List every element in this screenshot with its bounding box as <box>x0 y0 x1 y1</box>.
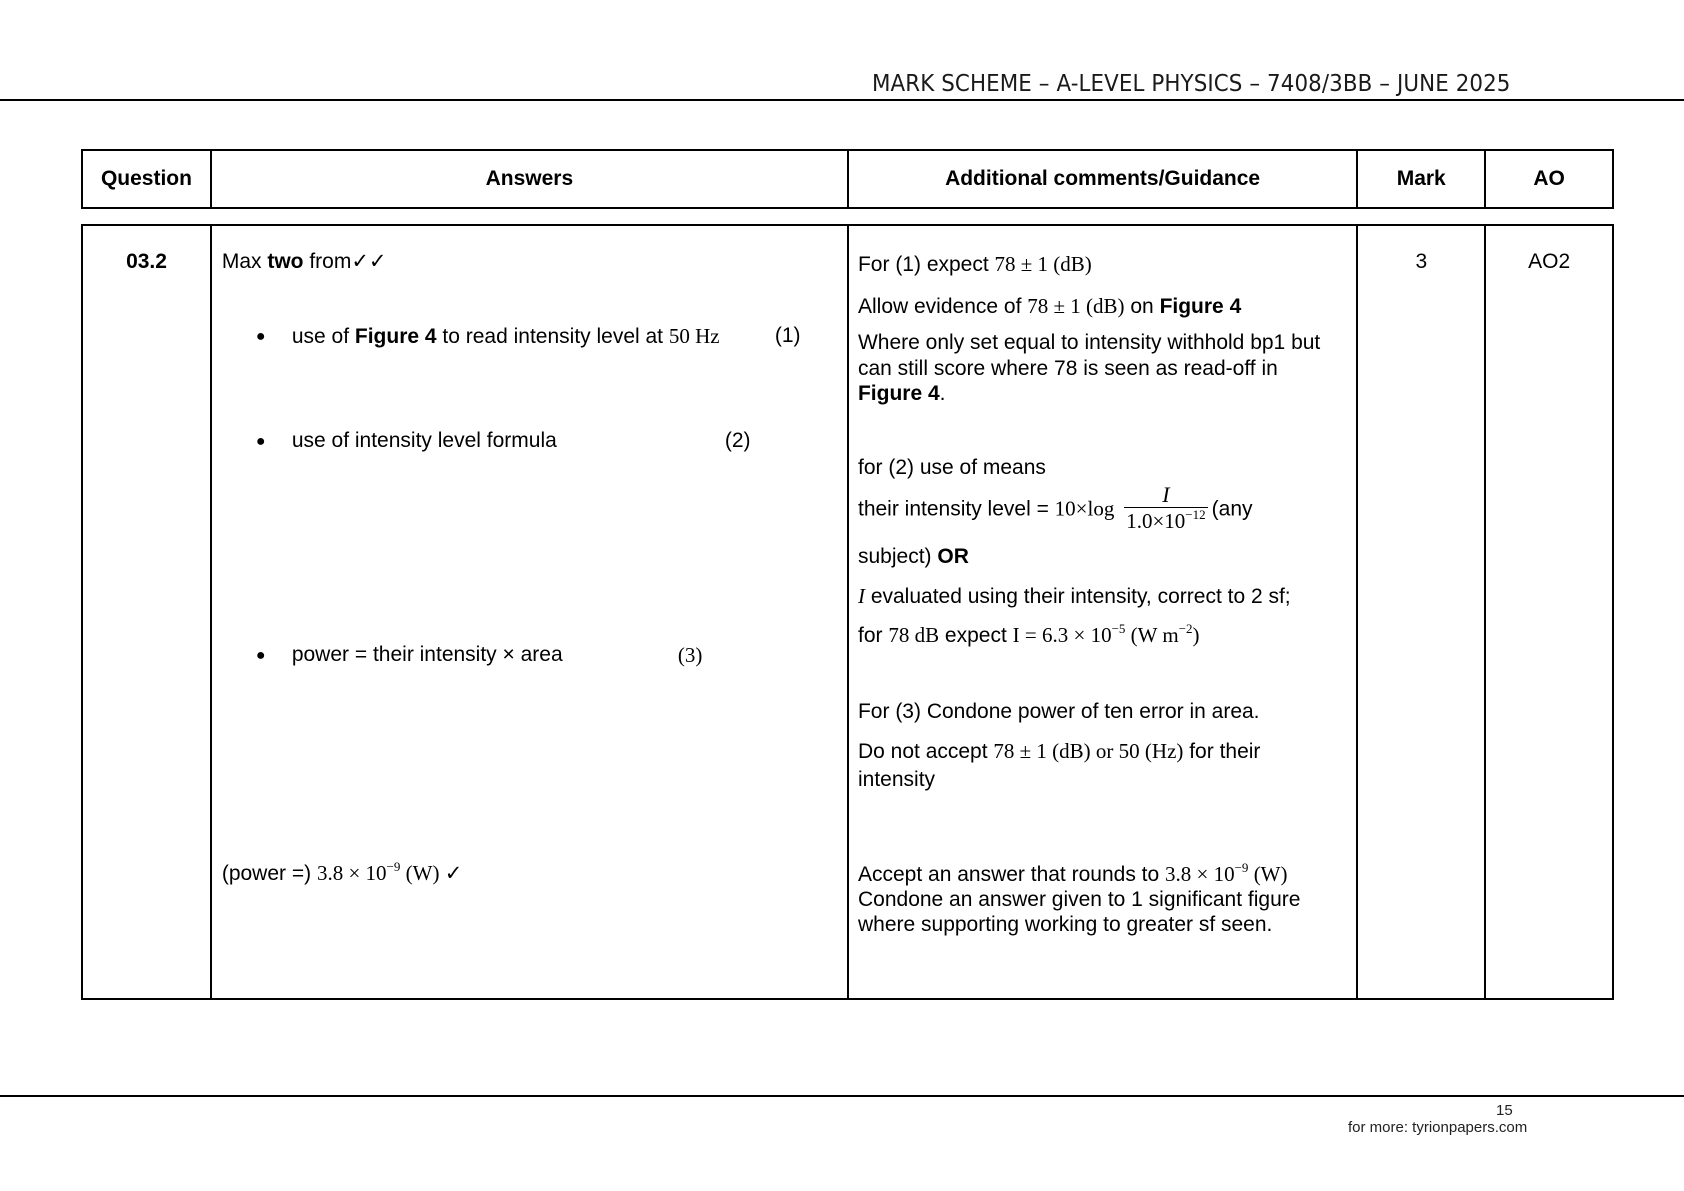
column-header-guidance: Additional comments/Guidance <box>848 150 1357 208</box>
answer-bullet-1-number: (1) <box>774 324 801 347</box>
column-header-ao: AO <box>1485 150 1613 208</box>
answer-bullet-3: power = their intensity × area <box>291 643 563 666</box>
footer-rule <box>0 1095 1684 1097</box>
bullet-dot: ● <box>255 647 266 664</box>
guidance-line-10b: intensity <box>857 768 936 791</box>
column-header-question: Question <box>82 150 211 208</box>
bullet-dot: ● <box>255 433 266 450</box>
footer-site-text: for more: tyrionpapers.com <box>1348 1119 1528 1136</box>
intensity-fraction: $\frac{I}{1.0\times 10^{-12}}$ <box>1124 483 1207 537</box>
answer-bullet-2: use of intensity level formula <box>291 429 557 452</box>
guidance-formula-line: their intensity level = 10×log $\frac{I}{1.0\times 10^{-12}}$ (any <box>858 483 1253 537</box>
tick-mark: ✓ <box>444 862 463 885</box>
column-header-mark: Mark <box>1357 150 1485 208</box>
guidance-line-11: Accept an answer that rounds to $3.8 \times 10^{-9}$ (W) <box>857 860 1288 886</box>
guidance-line-10: Do not accept 78 ± 1 (dB) or 50 (Hz) for their <box>857 739 1261 763</box>
guidance-line-3b: can still score where 78 is seen as read-off in <box>857 357 1278 380</box>
answer-bullet-2-number: (2) <box>724 429 751 452</box>
question-cell <box>82 225 211 999</box>
header-rule <box>0 99 1684 101</box>
mark-scheme-body-table <box>81 224 1614 1000</box>
question-number: 03.2 <box>126 250 167 273</box>
guidance-line-8: for 78 dB expect $I = 6.3 \times 10^{-5}$ (W $m^{-2}$) <box>857 621 1200 647</box>
bullet-dot: ● <box>255 328 266 345</box>
answers-cell <box>211 225 848 999</box>
column-header-answers: Answers <box>211 150 848 208</box>
guidance-line-4: for (2) use of means <box>857 456 1046 479</box>
mark-value: 3 <box>1415 250 1428 273</box>
page-number: 15 <box>1496 1102 1513 1119</box>
guidance-line-3a: Where only set equal to intensity withhold bp1 but <box>857 331 1321 354</box>
page-header-title: MARK SCHEME – A-LEVEL PHYSICS – 7408/3BB – JUNE 2025 <box>872 71 1511 97</box>
guidance-line-13: where supporting working to greater sf seen. <box>857 913 1273 936</box>
guidance-line-6: subject) OR <box>857 545 969 568</box>
mark-cell <box>1357 225 1485 999</box>
guidance-line-12: Condone an answer given to 1 significant figure <box>857 888 1301 911</box>
guidance-line-7: I evaluated using their intensity, correct to 2 sf; <box>857 584 1291 608</box>
answer-bullet-3-number: (3) <box>677 643 703 667</box>
mark-scheme-header-table <box>81 149 1614 209</box>
answers-max-line: Max two from✓✓ <box>221 250 387 273</box>
guidance-line-3c: Figure 4. <box>857 382 946 405</box>
guidance-line-9: For (3) Condone power of ten error in area. <box>857 700 1260 723</box>
ao-value: AO2 <box>1528 250 1571 273</box>
guidance-line-2: Allow evidence of 78 ± 1 (dB) on Figure 4 <box>857 294 1242 318</box>
guidance-cell <box>848 225 1357 999</box>
guidance-line-1: For (1) expect 78 ± 1 (dB) <box>857 252 1092 276</box>
final-answer: (power =) $3.8 \times 10^{-9}$ (W) ✓ <box>221 859 463 885</box>
answer-bullet-1: use of Figure 4 to read intensity level at 50 Hz <box>291 324 720 348</box>
ao-cell <box>1485 225 1613 999</box>
